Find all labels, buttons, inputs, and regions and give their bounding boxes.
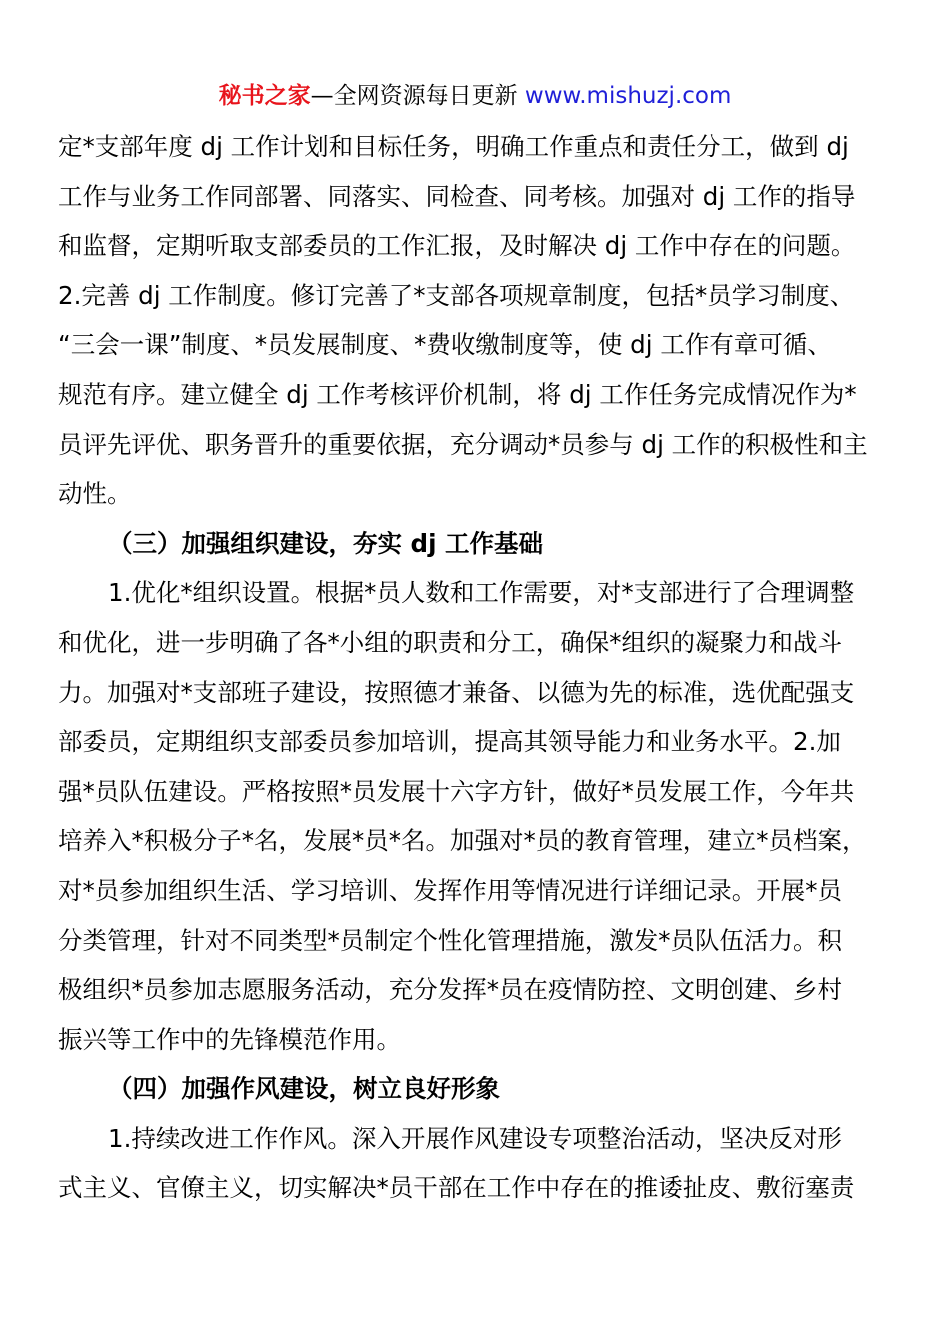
text-line: 力。加强对*支部班子建设，按照德才兼备、以德为先的标准，选优配强支 [58,677,855,707]
text-line: 和优化，进一步明确了各*小组的职责和分工，确保*组织的凝聚力和战斗 [58,627,842,657]
site-tagline: —全网资源每日更新 [310,83,518,109]
text-line: 1.优化*组织设置。根据*员人数和工作需要，对*支部进行了合理调整 [108,578,855,608]
text-line: “三会一课”制度、*员发展制度、*费收缴制度等，使 dj 工作有章可循、 [58,330,832,360]
text-line: 1.持续改进工作作风。深入开展作风建设专项整治活动，坚决反对形 [108,1123,842,1153]
site-url[interactable]: www.mishuzj.com [524,83,732,109]
text-line: 部委员，定期组织支部委员参加培训，提高其领导能力和业务水平。2.加 [58,727,841,757]
text-line: 2.完善 dj 工作制度。修订完善了*支部各项规章制度，包括*员学习制度、 [58,280,855,310]
section-heading-3: （三）加强组织建设，夯实 dj 工作基础 [108,528,543,558]
section-heading-4: （四）加强作风建设，树立良好形象 [108,1074,500,1104]
text-line: 工作与业务工作同部署、同落实、同检查、同考核。加强对 dj 工作的指导 [58,181,856,211]
text-line: 强*员队伍建设。严格按照*员发展十六字方针，做好*员发展工作，今年共 [58,776,855,806]
text-line: 动性。 [58,479,132,509]
document-body [58,122,898,1213]
text-line: 对*员参加组织生活、学习培训、发挥作用等情况进行详细记录。开展*员 [58,875,842,905]
text-line: 培养入*积极分子*名，发展*员*名。加强对*员的教育管理，建立*员档案， [58,826,867,856]
text-line: 分类管理，针对不同类型*员制定个性化管理措施，激发*员队伍活力。积 [58,925,842,955]
text-line: 规范有序。建立健全 dj 工作考核评价机制，将 dj 工作任务完成情况作为* [58,379,857,409]
text-line: 极组织*员参加志愿服务活动，充分发挥*员在疫情防控、文明创建、乡村 [58,975,842,1005]
text-line: 振兴等工作中的先锋模范作用。 [58,1024,401,1054]
text-line: 和监督，定期听取支部委员的工作汇报，及时解决 dj 工作中存在的问题。 [58,231,856,261]
text-line: 式主义、官僚主义，切实解决*员干部在工作中存在的推诿扯皮、敷衍塞责 [58,1173,855,1203]
site-header [0,80,950,112]
text-line: 定*支部年度 dj 工作计划和目标任务，明确工作重点和责任分工，做到 dj [58,132,849,161]
text-line: 员评先评优、职务晋升的重要依据，充分调动*员参与 dj 工作的积极性和主 [58,429,868,459]
site-brand: 秘书之家 [218,83,311,109]
